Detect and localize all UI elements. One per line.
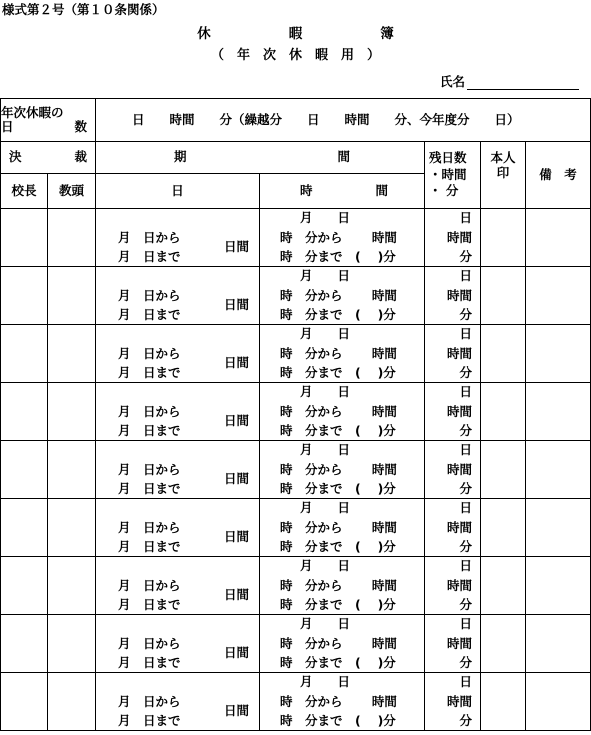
table-row xyxy=(1,557,591,615)
date-from: 月 日から xyxy=(118,462,181,477)
time-to: 時 分まで ( )分 xyxy=(280,597,396,612)
remaining-hour: 時間 xyxy=(447,694,473,709)
date-days: 日間 xyxy=(224,645,250,660)
remaining-cell[interactable] xyxy=(425,267,481,325)
remarks-cell[interactable] xyxy=(526,615,591,673)
time-to: 時 分まで ( )分 xyxy=(280,713,396,728)
decision-header: 決 裁 xyxy=(1,142,96,174)
page-subtitle: （ 年 次 休 暇 用 ） xyxy=(210,48,380,63)
annual-leave-days-label: 年次休暇の 日 数 xyxy=(1,99,96,142)
time-from: 時 分から 時間 xyxy=(280,578,397,593)
date-from: 月 日から xyxy=(118,346,181,361)
seal-cell[interactable] xyxy=(481,383,526,441)
title-char: 簿 xyxy=(380,26,394,42)
remaining-header: 残日数 ・時間 ・ 分 xyxy=(425,142,481,209)
time-month-day: 月 日 xyxy=(300,384,351,399)
vice-principal-header: 教頭 xyxy=(48,174,96,209)
time-to: 時 分まで ( )分 xyxy=(280,423,396,438)
date-from: 月 日から xyxy=(118,636,181,651)
table-row xyxy=(1,673,591,731)
time-to: 時 分まで ( )分 xyxy=(280,249,396,264)
title-char: 休 xyxy=(197,26,211,42)
date-to: 月 日まで xyxy=(118,713,181,728)
principal-seal-cell[interactable] xyxy=(1,673,48,731)
remaining-minute: 分 xyxy=(459,423,473,438)
time-from: 時 分から 時間 xyxy=(280,694,397,709)
time-month-day: 月 日 xyxy=(300,500,351,515)
remaining-cell[interactable] xyxy=(425,383,481,441)
date-range-cell[interactable] xyxy=(96,557,260,615)
remarks-cell[interactable] xyxy=(526,673,591,731)
remaining-minute: 分 xyxy=(459,481,473,496)
vice-principal-seal-cell[interactable] xyxy=(48,209,96,267)
vice-principal-seal-cell[interactable] xyxy=(48,441,96,499)
remaining-hour: 時間 xyxy=(447,636,473,651)
date-days: 日間 xyxy=(224,587,250,602)
vice-principal-seal-cell[interactable] xyxy=(48,383,96,441)
date-range-cell[interactable] xyxy=(96,441,260,499)
principal-header: 校長 xyxy=(1,174,48,209)
remarks-cell[interactable] xyxy=(526,209,591,267)
time-range-cell[interactable] xyxy=(260,499,425,557)
date-from: 月 日から xyxy=(118,404,181,419)
remarks-cell[interactable] xyxy=(526,267,591,325)
date-days: 日間 xyxy=(224,471,250,486)
vice-principal-seal-cell[interactable] xyxy=(48,557,96,615)
date-to: 月 日まで xyxy=(118,423,181,438)
seal-header: 本人 印 xyxy=(481,142,526,209)
date-days: 日間 xyxy=(224,413,250,428)
date-from: 月 日から xyxy=(118,578,181,593)
remaining-minute: 分 xyxy=(459,713,473,728)
table-row xyxy=(1,383,591,441)
remaining-day: 日 xyxy=(459,500,473,515)
vice-principal-seal-cell[interactable] xyxy=(48,325,96,383)
time-month-day: 月 日 xyxy=(300,210,351,225)
remarks-cell[interactable] xyxy=(526,499,591,557)
seal-cell[interactable] xyxy=(481,673,526,731)
vice-principal-seal-cell[interactable] xyxy=(48,673,96,731)
time-to: 時 分まで ( )分 xyxy=(280,307,396,322)
principal-seal-cell[interactable] xyxy=(1,615,48,673)
remaining-minute: 分 xyxy=(459,655,473,670)
time-month-day: 月 日 xyxy=(300,674,351,689)
remaining-cell[interactable] xyxy=(425,557,481,615)
principal-seal-cell[interactable] xyxy=(1,499,48,557)
remaining-hour: 時間 xyxy=(447,288,473,303)
table-row xyxy=(1,499,591,557)
date-range-cell[interactable] xyxy=(96,325,260,383)
time-month-day: 月 日 xyxy=(300,268,351,283)
date-from: 月 日から xyxy=(118,694,181,709)
seal-cell[interactable] xyxy=(481,325,526,383)
time-range-cell[interactable] xyxy=(260,673,425,731)
time-range-cell[interactable] xyxy=(260,267,425,325)
remaining-cell[interactable] xyxy=(425,615,481,673)
time-month-day: 月 日 xyxy=(300,558,351,573)
time-from: 時 分から 時間 xyxy=(280,636,397,651)
table-row xyxy=(1,441,591,499)
table-row xyxy=(1,325,591,383)
seal-cell[interactable] xyxy=(481,267,526,325)
date-to: 月 日まで xyxy=(118,539,181,554)
table-row xyxy=(1,267,591,325)
table-row xyxy=(1,615,591,673)
date-days: 日間 xyxy=(224,297,250,312)
remaining-hour: 時間 xyxy=(447,346,473,361)
name-underline[interactable] xyxy=(467,75,579,90)
principal-seal-cell[interactable] xyxy=(1,557,48,615)
period-header: 期 間 xyxy=(96,142,425,174)
remaining-day: 日 xyxy=(459,616,473,631)
remaining-day: 日 xyxy=(459,674,473,689)
time-range-cell[interactable] xyxy=(260,557,425,615)
date-to: 月 日まで xyxy=(118,249,181,264)
remaining-hour: 時間 xyxy=(447,230,473,245)
remaining-hour: 時間 xyxy=(447,578,473,593)
time-month-day: 月 日 xyxy=(300,442,351,457)
time-from: 時 分から 時間 xyxy=(280,230,397,245)
date-to: 月 日まで xyxy=(118,481,181,496)
remaining-cell[interactable] xyxy=(425,499,481,557)
date-to: 月 日まで xyxy=(118,597,181,612)
annual-leave-days-value: 日 時間 分（繰越分 日 時間 分、今年度分 日） xyxy=(96,99,591,142)
time-to: 時 分まで ( )分 xyxy=(280,365,396,380)
date-days: 日間 xyxy=(224,703,250,718)
time-from: 時 分から 時間 xyxy=(280,462,397,477)
leave-ledger-table xyxy=(0,98,591,731)
seal-cell[interactable] xyxy=(481,209,526,267)
seal-cell[interactable] xyxy=(481,557,526,615)
date-range-cell[interactable] xyxy=(96,209,260,267)
time-range-cell[interactable] xyxy=(260,209,425,267)
remaining-day: 日 xyxy=(459,268,473,283)
name-label: 氏名 xyxy=(440,74,466,89)
remaining-minute: 分 xyxy=(459,307,473,322)
remaining-hour: 時間 xyxy=(447,404,473,419)
remaining-hour: 時間 xyxy=(447,520,473,535)
remaining-minute: 分 xyxy=(459,365,473,380)
date-to: 月 日まで xyxy=(118,365,181,380)
remaining-day: 日 xyxy=(459,558,473,573)
date-range-cell[interactable] xyxy=(96,673,260,731)
day-header: 日 xyxy=(96,174,260,209)
seal-cell[interactable] xyxy=(481,441,526,499)
date-range-cell[interactable] xyxy=(96,499,260,557)
time-from: 時 分から 時間 xyxy=(280,346,397,361)
remaining-minute: 分 xyxy=(459,539,473,554)
principal-seal-cell[interactable] xyxy=(1,383,48,441)
vice-principal-seal-cell[interactable] xyxy=(48,499,96,557)
remaining-day: 日 xyxy=(459,210,473,225)
principal-seal-cell[interactable] xyxy=(1,267,48,325)
remarks-cell[interactable] xyxy=(526,441,591,499)
time-from: 時 分から 時間 xyxy=(280,520,397,535)
time-range-cell[interactable] xyxy=(260,441,425,499)
form-number: 様式第２号（第１０条関係） xyxy=(2,2,165,17)
remaining-hour: 時間 xyxy=(447,462,473,477)
time-header: 時 間 xyxy=(260,174,425,209)
time-to: 時 分まで ( )分 xyxy=(280,655,396,670)
remaining-day: 日 xyxy=(459,384,473,399)
seal-cell[interactable] xyxy=(481,615,526,673)
table-row xyxy=(1,209,591,267)
page-title xyxy=(0,22,591,42)
date-range-cell[interactable] xyxy=(96,383,260,441)
time-to: 時 分まで ( )分 xyxy=(280,539,396,554)
vice-principal-seal-cell[interactable] xyxy=(48,615,96,673)
date-days: 日間 xyxy=(224,529,250,544)
remaining-cell[interactable] xyxy=(425,325,481,383)
date-days: 日間 xyxy=(224,239,250,254)
remaining-minute: 分 xyxy=(459,249,473,264)
principal-seal-cell[interactable] xyxy=(1,325,48,383)
date-to: 月 日まで xyxy=(118,307,181,322)
remaining-day: 日 xyxy=(459,442,473,457)
date-days: 日間 xyxy=(224,355,250,370)
time-range-cell[interactable] xyxy=(260,615,425,673)
name-field xyxy=(440,72,579,90)
remarks-cell[interactable] xyxy=(526,325,591,383)
principal-seal-cell[interactable] xyxy=(1,441,48,499)
time-range-cell[interactable] xyxy=(260,325,425,383)
time-to: 時 分まで ( )分 xyxy=(280,481,396,496)
remaining-minute: 分 xyxy=(459,597,473,612)
date-from: 月 日から xyxy=(118,288,181,303)
time-range-cell[interactable] xyxy=(260,383,425,441)
remaining-cell[interactable] xyxy=(425,673,481,731)
seal-cell[interactable] xyxy=(481,499,526,557)
remarks-header: 備 考 xyxy=(526,142,591,209)
remaining-day: 日 xyxy=(459,326,473,341)
time-month-day: 月 日 xyxy=(300,616,351,631)
date-from: 月 日から xyxy=(118,230,181,245)
remarks-cell[interactable] xyxy=(526,557,591,615)
date-range-cell[interactable] xyxy=(96,615,260,673)
remarks-cell[interactable] xyxy=(526,383,591,441)
title-char: 暇 xyxy=(288,26,303,42)
remaining-cell[interactable] xyxy=(425,441,481,499)
vice-principal-seal-cell[interactable] xyxy=(48,267,96,325)
time-month-day: 月 日 xyxy=(300,326,351,341)
time-from: 時 分から 時間 xyxy=(280,404,397,419)
date-from: 月 日から xyxy=(118,520,181,535)
time-from: 時 分から 時間 xyxy=(280,288,397,303)
remaining-cell[interactable] xyxy=(425,209,481,267)
principal-seal-cell[interactable] xyxy=(1,209,48,267)
date-to: 月 日まで xyxy=(118,655,181,670)
date-range-cell[interactable] xyxy=(96,267,260,325)
